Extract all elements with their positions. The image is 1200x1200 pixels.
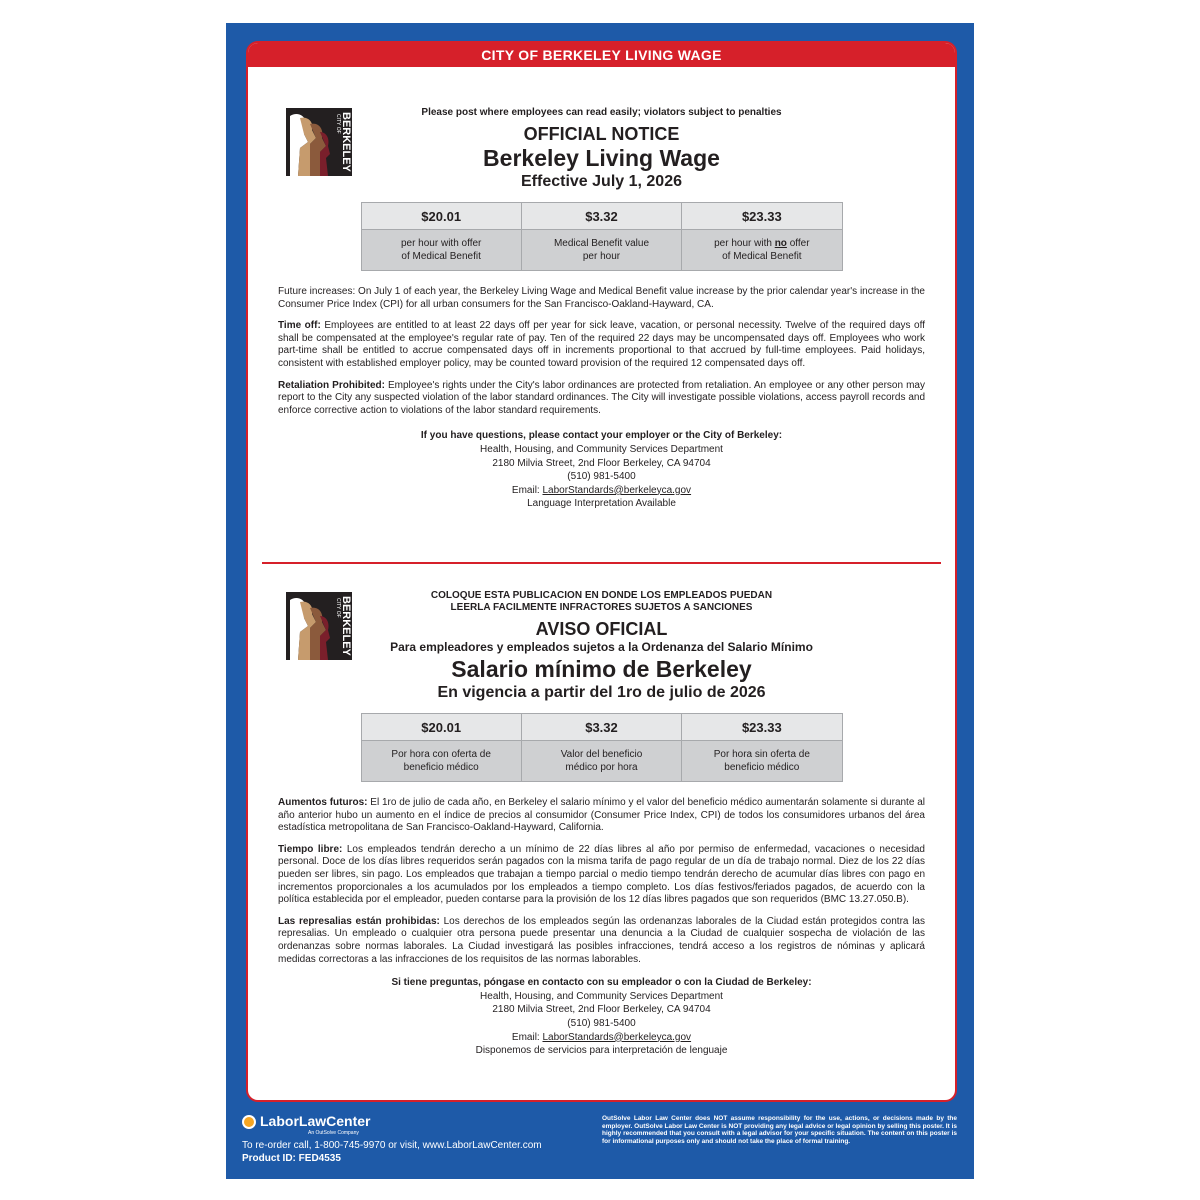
logo-name: BERKELEY [340,112,352,172]
rate-value: $3.32 [521,714,681,741]
future-increases-paragraph: Aumentos futuros: El 1ro de julio de cada año, en Berkeley el salario mínimo y el valor del beneficio médico aumentarán solamente si durante al año anterior hubo un aumento en el índice de precios al consumidor (Consumer Price Index, CPI) de todos los consumidores urbanos del área estadística metropolitana de San Francisco-Oakland-Hayward, California. [278,797,925,834]
rate-value: $20.01 [361,203,521,230]
reorder-info: To re-order call, 1-800-745-9970 or visit, www.LaborLawCenter.com [242,1140,542,1151]
retaliation-paragraph: Retaliation Prohibited: Employee's rights under the City's labor ordinances are protected from retaliation. An employee or any other person may report to the City any suspected violation of the labor standard ordinances. The City will investigate possible violations, access payroll records and enforce corrective action to violations of the labor standard requirements. [278,379,925,416]
future-increases-paragraph: Future increases: On July 1 of each year, the Berkeley Living Wage and Medical Benefit value increase by the prior calendar year's increase in the Consumer Price Index (CPI) for all urban consumers for the San Francisco-Oakland-Hayward, CA. [278,286,925,310]
email-link[interactable]: LaborStandards@berkeleyca.gov [542,1031,692,1043]
effective-date: Effective July 1, 2026 [521,173,682,190]
logo-small-text: CITY OF [335,598,341,618]
rate-value: $3.32 [521,203,681,230]
rate-table [361,713,843,782]
contact-block: If you have questions, please contact your employer or the City of Berkeley: Health, Housing, and Community Services Department 2180 Milvia Street, 2nd Floor Berkeley, CA 94704 (510) 981-5400 Email: LaborStandards@berkeleyca.gov Language Interpretation Available [420,430,783,510]
notice-title: Berkeley Living Wage [483,145,720,171]
disclaimer: OutSolve Labor Law Center does NOT assume responsibility for the use, actions, or decisions made by the employer. OutSolve Labor Law Center is NOT providing any legal advice or legal opinion by selling this poster. It is highly recommended that you consult with a legal advisor for your specific situation. The content on this poster is for informational purposes only and should not take the place of formal training. [602,1115,957,1145]
rate-value: $23.33 [682,203,842,230]
retaliation-paragraph: Las represalias están prohibidas: Los derechos de los empleados según las ordenanzas laborales de la Ciudad están protegidos contra las represalias. Un empleado o cualquier otra persona puede presentar una denuncia a la Ciudad de cualquier sospecha de violación de las ordenanzas sobre normas laborales. La Ciudad investigará las posibles infracciones, tendrá acceso a los registros de nóminas y aplicará medidas correctoras a las infracciones de los requisitos de las normas laborables. [278,915,925,965]
laborlawcenter-logo: LaborLawCenter [242,1113,370,1129]
rate-value: $23.33 [682,714,842,741]
notice-panel [246,41,957,1102]
contact-block: Si tiene preguntas, póngase en contacto con su empleador o con la Ciudad de Berkeley: Health, Housing, and Community Services Department 2180 Milvia Street, 2nd Floor Berkeley, CA 94704 (510) 981-5400 Email: LaborStandards@berkeleyca.gov Disponemos de servicios para interpretación de lenguaje [391,977,812,1057]
brand-subtitle: An OutSolve Company [308,1130,359,1136]
product-id: Product ID: FED4535 [242,1153,341,1164]
rate-description: per hour with no offer of Medical Benefit [682,230,842,271]
logo-small-text: CITY OF [335,114,341,134]
rate-value: $20.01 [361,714,521,741]
logo-name: BERKELEY [340,596,352,656]
rate-description: Por hora sin oferta de beneficio médico [682,741,842,782]
effective-date: En vigencia a partir del 1ro de julio de 2026 [437,684,766,701]
official-notice-heading: OFFICIAL NOTICE [523,124,680,144]
banner-title: CITY OF BERKELEY LIVING WAGE [248,43,955,67]
time-off-paragraph: Tiempo libre: Los empleados tendrán derecho a un mínimo de 22 días libres al año por permiso de enfermedad, vacaciones o necesidad personal. Doce de los días libres requeridos serán pagados con la misma tarifa de pago regular de un día de trabajo normal. Diez de los 22 días pueden ser libres, sin pago. Los empleados que trabajan a tiempo parcial o medio tiempo tendrán derecho de acumular días libres con pago en incrementos proporcionales a los acumulados por los empleados a tiempo completo. Los días festivos/feriados pagados, de acuerdo con la política establecida por el empleador, pueden contarse para la provisión de los 12 días libres pagados que son requeridos (BMC 13.27.050.B). [278,843,925,906]
post-note: COLOQUE ESTA PUBLICACION EN DONDE LOS EMPLEADOS PUEDAN LEERLA FACILMENTE INFRACTORES SUJETOS A SANCIONES [430,590,773,613]
notice-title: Salario mínimo de Berkeley [451,656,752,682]
sun-icon [242,1115,256,1129]
english-section [278,107,925,511]
time-off-paragraph: Time off: Employees are entitled to at least 22 days off per year for sick leave, vacation, or personal necessity. Twelve of the required days off shall be compensated at the employee's regular rate of pay. Ten of the required 22 days may be uncompensated days off. Employees who work part-time shall be entitled to accrue compensated days off in increments proportional to that accrued by full-time employees. Paid holidays, consistent with established employer policy, may be counted toward provision of the required 12 compensated days off. [278,320,925,369]
rate-description: Por hora con oferta de beneficio médico [361,741,521,782]
official-notice-heading: AVISO OFICIAL [535,619,668,639]
rate-table [361,202,843,271]
rate-description: per hour with offer of Medical Benefit [361,230,521,271]
post-note: Please post where employees can read easily; violators subject to penalties [421,107,782,118]
rate-description: Medical Benefit value per hour [521,230,681,271]
email-link[interactable]: LaborStandards@berkeleyca.gov [542,484,692,496]
poster-footer [242,1113,962,1173]
rate-description: Valor del beneficio médico por hora [521,741,681,782]
section-divider [262,562,941,564]
notice-subtitle: Para empleadores y empleados sujetos a la Ordenanza del Salario Mínimo [390,640,813,654]
spanish-section [278,590,925,1058]
